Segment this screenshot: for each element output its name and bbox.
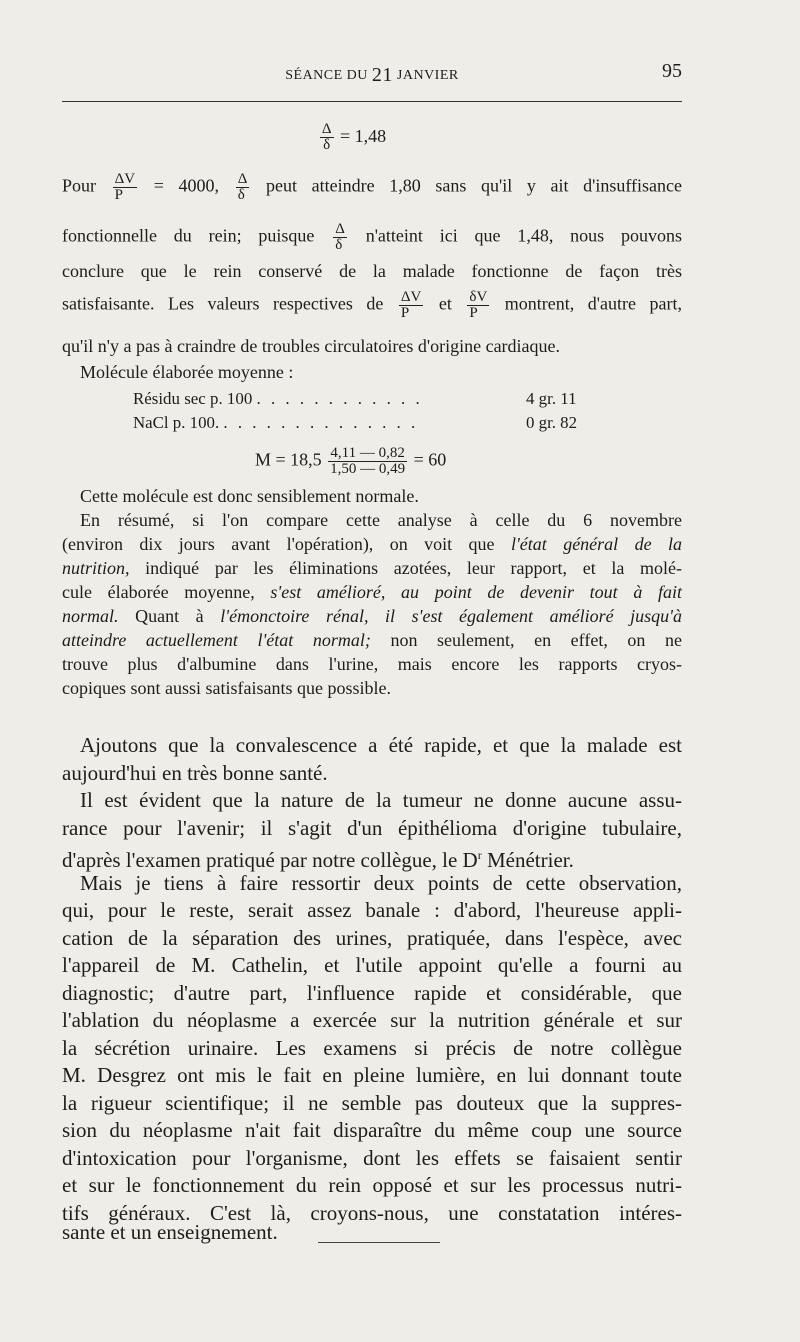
fraction-denominator: 1,50 — 0,49 bbox=[330, 461, 406, 477]
text-span-italic: atteindre actuellement l'état normal; bbox=[62, 630, 371, 650]
molecule-row-label: Résidu sec p. 100 bbox=[133, 389, 253, 408]
text-span: (environ dix jours avant l'opération), on voit que bbox=[62, 534, 511, 554]
text-line: En résumé, si l'on compare cette analyse à celle du 6 novembre bbox=[80, 510, 682, 530]
text-span-italic: s'est amélioré, au point de devenir tout à fait bbox=[270, 582, 682, 602]
text-line: et sur le fonctionnement du rein opposé et sur les processus nutri- bbox=[62, 1173, 682, 1197]
molecule-heading: Molécule élaborée moyenne : bbox=[80, 362, 294, 382]
molecule-row-label: NaCl p. 100. bbox=[133, 413, 220, 432]
fraction-numerator: 4,11 — 0,82 bbox=[330, 445, 405, 461]
text-line: Cette molécule est donc sensiblement normale. bbox=[80, 486, 419, 506]
text-line bbox=[62, 172, 682, 203]
leader-dots: . . . . . . . . . . . . . . bbox=[223, 413, 419, 432]
text-span: = 4000, bbox=[139, 175, 234, 196]
fraction-numerator: ΔV bbox=[114, 171, 136, 187]
text-span: n'atteint ici que 1,48, nous pouvons bbox=[348, 225, 682, 246]
text-line: Mais je tiens à faire ressortir deux points de cette observation, bbox=[80, 871, 682, 895]
text-line: la sécrétion urinaire. Les examens si précis de notre collègue bbox=[62, 1036, 682, 1060]
text-line bbox=[62, 290, 682, 321]
fraction bbox=[399, 290, 423, 321]
text-span: montrent, d'autre part, bbox=[491, 293, 682, 314]
text-line: rance pour l'avenir; il s'agit d'un épithélioma d'origine tubulaire, bbox=[62, 816, 682, 840]
end-rule bbox=[318, 1242, 440, 1243]
text-line bbox=[62, 556, 682, 580]
text-span: Quant à bbox=[118, 606, 221, 626]
text-line: l'ablation du néoplasme a exercée sur la nutrition générale et sur bbox=[62, 1008, 682, 1032]
text-span-italic: l'état général de la bbox=[510, 534, 682, 554]
header-title bbox=[62, 62, 682, 85]
header-title-part: JANVIER bbox=[392, 68, 459, 83]
text-line: M. Desgrez ont mis le fait en pleine lumière, en lui donnant toute bbox=[62, 1063, 682, 1087]
text-line: qu'il n'y a pas à craindre de troubles circulatoires d'origine cardiaque. bbox=[62, 336, 561, 356]
text-line: la rigueur scientifique; il ne semble pas douteux que la suppres- bbox=[62, 1091, 682, 1115]
fraction bbox=[333, 222, 347, 253]
text-span: Pour bbox=[62, 175, 111, 196]
text-span: et bbox=[425, 293, 466, 314]
fraction-numerator: δV bbox=[469, 289, 488, 305]
text-line bbox=[62, 222, 682, 253]
text-span: fonctionnelle du rein; puisque bbox=[62, 225, 332, 246]
text-span: cule élaborée moyenne, bbox=[62, 582, 271, 602]
text-line bbox=[62, 532, 682, 556]
fraction-numerator: Δ bbox=[335, 221, 345, 237]
text-line bbox=[62, 580, 682, 604]
formula-value: = 1,48 bbox=[340, 125, 387, 146]
fraction-numerator: ΔV bbox=[400, 289, 422, 305]
fraction-denominator: P bbox=[113, 187, 137, 203]
fraction bbox=[467, 290, 489, 321]
fraction bbox=[113, 172, 137, 203]
fraction-denominator: δ bbox=[320, 137, 334, 153]
text-line: Ajoutons que la convalescence a été rapide, et que la malade est bbox=[80, 733, 682, 757]
fraction bbox=[328, 446, 407, 477]
superscript: r bbox=[477, 848, 482, 862]
text-line: conclure que le rein conservé de la malade fonctionne de façon très bbox=[62, 261, 682, 281]
fraction-denominator: P bbox=[399, 305, 423, 321]
text-line: tifs généraux. C'est là, croyons-nous, une constatation intéres- bbox=[62, 1201, 682, 1225]
text-line: aujourd'hui en très bonne santé. bbox=[62, 761, 328, 785]
leader-dots: . . . . . . . . . . . . bbox=[256, 389, 423, 408]
text-line: diagnostic; d'autre part, l'influence rapide et considérable, que bbox=[62, 981, 682, 1005]
text-span-italic: l'émonctoire rénal, il s'est également amélioré jusqu'à bbox=[220, 606, 683, 626]
fraction bbox=[236, 172, 250, 203]
molecule-row bbox=[133, 387, 577, 411]
molecule-row-value: 0 gr. 82 bbox=[526, 413, 578, 432]
fraction-denominator: δ bbox=[236, 187, 250, 203]
text-line: d'intoxication pour l'organisme, dont les effets se faisaient sentir bbox=[62, 1146, 682, 1170]
text-span: satisfaisante. Les valeurs respectives de bbox=[62, 293, 397, 314]
fraction-numerator: Δ bbox=[321, 121, 332, 137]
text-line: copiques sont aussi satisfaisants que possible. bbox=[62, 678, 391, 698]
molecule-formula bbox=[255, 446, 555, 477]
formula-prefix: M = 18,5 bbox=[255, 449, 327, 470]
header-date: 21 bbox=[371, 64, 393, 86]
text-span: non seulement, en effet, on ne bbox=[370, 630, 682, 650]
text-span: indiqué par les éliminations azotées, leur rapport, et la molé- bbox=[129, 558, 682, 578]
fraction-denominator: δ bbox=[333, 237, 347, 253]
text-line bbox=[62, 604, 682, 628]
text-span: Ménétrier. bbox=[481, 848, 574, 872]
text-line: trouve plus d'albumine dans l'urine, mais encore les rapports cryos- bbox=[62, 654, 682, 674]
text-line: qui, pour le reste, serait assez banale : d'abord, l'heureuse appli- bbox=[62, 898, 682, 922]
text-line: Il est évident que la nature de la tumeur ne donne aucune assu- bbox=[80, 788, 682, 812]
fraction-numerator: Δ bbox=[237, 171, 248, 187]
text-line bbox=[62, 628, 682, 652]
molecule-row bbox=[133, 411, 578, 435]
fraction bbox=[320, 122, 334, 153]
text-line: cation de la séparation des urines, pratiquée, dans l'espèce, avec bbox=[62, 926, 682, 950]
running-header bbox=[62, 62, 682, 84]
header-rule bbox=[62, 101, 682, 102]
text-span: peut atteindre 1,80 sans qu'il y ait d'insuffisance bbox=[251, 175, 682, 196]
text-line: sion du néoplasme n'ait fait disparaître du même coup une source bbox=[62, 1118, 682, 1142]
text-line: sante et un enseignement. bbox=[62, 1220, 278, 1244]
text-line: l'appareil de M. Cathelin, et l'utile appoint qu'elle a fourni au bbox=[62, 953, 682, 977]
molecule-row-value: 4 gr. 11 bbox=[526, 389, 577, 408]
text-span-italic: normal. bbox=[62, 606, 119, 626]
formula-ratio bbox=[62, 122, 682, 153]
fraction-denominator: P bbox=[467, 305, 489, 321]
text-span-italic: nutrition, bbox=[62, 558, 130, 578]
text-span: d'après l'examen pratiqué par notre collègue, le D bbox=[62, 848, 478, 872]
formula-result: = 60 bbox=[409, 449, 447, 470]
header-title-part: SÉANCE DU bbox=[285, 68, 372, 83]
page-number: 95 bbox=[662, 60, 682, 82]
